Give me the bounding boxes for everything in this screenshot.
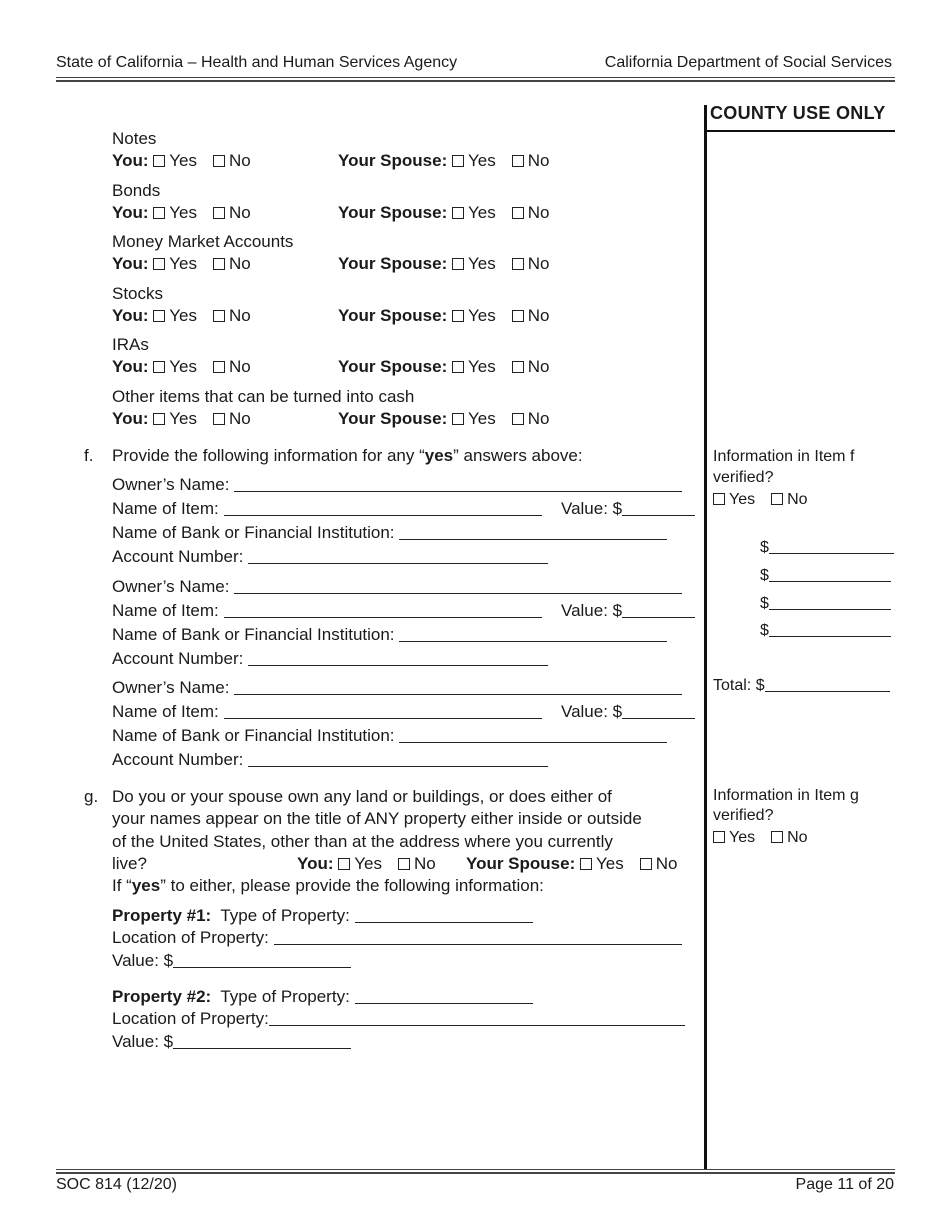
item-row — [112, 701, 542, 723]
county-g-no-checkbox[interactable] — [771, 831, 783, 843]
asset-5 — [112, 386, 414, 408]
asset-4 — [112, 334, 149, 356]
owner-label: Owner’s Name: — [112, 475, 230, 494]
you-no-checkbox[interactable] — [213, 155, 225, 167]
text: $ — [760, 622, 769, 639]
property-type-field[interactable] — [355, 988, 533, 1004]
owner-row — [112, 677, 682, 699]
spouse-yes-checkbox[interactable] — [452, 155, 464, 167]
g-spouse-yes-checkbox[interactable] — [580, 858, 592, 870]
text: Type of Property: — [220, 987, 350, 1006]
yes-label: Yes — [169, 254, 197, 274]
yes-label: Yes — [169, 409, 197, 428]
item-label: Name of Item: — [112, 499, 219, 518]
bank-field[interactable] — [399, 727, 667, 743]
property-location-row — [112, 1008, 685, 1030]
spouse-no-checkbox[interactable] — [512, 310, 524, 322]
property-type-row — [112, 986, 533, 1008]
item-g-question — [112, 831, 613, 853]
county-f-verified — [713, 489, 808, 511]
asset-spouse-row — [338, 253, 549, 275]
county-amount-row — [760, 565, 891, 587]
yes-label: Yes — [467, 409, 496, 428]
asset-you-row — [112, 356, 251, 378]
owner-name-field[interactable] — [234, 578, 682, 594]
spouse-label: Your Spouse: — [466, 854, 576, 873]
text: ” answers above: — [453, 446, 583, 465]
asset-spouse-row — [338, 356, 549, 378]
text: $ — [760, 539, 769, 556]
bank-field[interactable] — [399, 626, 667, 642]
property-value-row — [112, 1031, 351, 1053]
you-no-checkbox[interactable] — [213, 310, 225, 322]
item-f-prompt — [112, 445, 583, 467]
property-value-row — [112, 950, 351, 972]
text: Value: $ — [112, 951, 174, 970]
spouse-yes-checkbox[interactable] — [452, 207, 464, 219]
value-row — [561, 498, 695, 520]
asset-3 — [112, 283, 163, 305]
property-value-field[interactable] — [173, 1033, 351, 1049]
spouse-yes-checkbox[interactable] — [452, 258, 464, 270]
you-no-checkbox[interactable] — [213, 413, 225, 425]
you-yes-checkbox[interactable] — [153, 155, 165, 167]
spouse-label: Your Spouse: — [338, 151, 448, 170]
no-label: No — [527, 202, 550, 222]
asset-2 — [112, 231, 293, 253]
g-you-no-checkbox[interactable] — [398, 858, 410, 870]
yes-label: Yes — [467, 357, 496, 377]
value-label: Value: $ — [561, 600, 623, 620]
asset-label: Money Market Accounts — [112, 232, 294, 252]
account-label: Account Number: — [112, 547, 244, 566]
header-agency: State of California – Health and Human Services Agency — [56, 54, 458, 71]
text: of the United States, other than at the address where you currently — [112, 831, 613, 851]
account-row — [112, 749, 548, 771]
text: No — [787, 829, 808, 846]
yes-label: Yes — [169, 202, 197, 222]
spouse-label: Your Spouse: — [338, 202, 448, 222]
asset-you-row — [112, 253, 251, 275]
owner-name-field[interactable] — [234, 679, 682, 695]
bank-label: Name of Bank or Financial Institution: — [112, 726, 395, 745]
no-label: No — [527, 357, 550, 377]
asset-1 — [112, 180, 160, 202]
text: Yes — [729, 491, 756, 508]
you-label: You: — [112, 409, 149, 428]
no-label: No — [228, 409, 251, 428]
text: Do you or your spouse own any land or buildings, or does either of — [112, 787, 612, 806]
yes-label: Yes — [467, 305, 496, 325]
value-label: Value: $ — [561, 499, 623, 518]
property-title: Property #2: — [112, 987, 212, 1006]
text: If “ — [112, 876, 132, 895]
item-g-you — [297, 853, 436, 875]
county-amount-row — [760, 620, 891, 642]
county-amount-field[interactable] — [769, 621, 891, 637]
item-name-field[interactable] — [224, 703, 542, 719]
header-rule — [56, 80, 895, 82]
county-g-label — [713, 805, 773, 827]
bank-row — [112, 624, 667, 646]
county-amount-field[interactable] — [769, 594, 891, 610]
text: your names appear on the title of ANY property either inside or outside — [112, 809, 642, 829]
property-location-field[interactable] — [269, 1010, 685, 1026]
county-use-only-heading: COUNTY USE ONLY — [710, 103, 886, 123]
item-g-letter — [84, 786, 98, 808]
asset-you-row — [112, 150, 251, 172]
you-label: You: — [112, 357, 149, 377]
spouse-no-checkbox[interactable] — [512, 207, 524, 219]
yes-label: Yes — [467, 254, 496, 274]
asset-label: Stocks — [112, 283, 164, 303]
spouse-yes-checkbox[interactable] — [452, 361, 464, 373]
value-field[interactable] — [622, 500, 695, 516]
text: yes — [131, 876, 161, 895]
text: No — [787, 491, 808, 508]
item-name-field[interactable] — [224, 500, 542, 516]
you-yes-checkbox[interactable] — [153, 361, 165, 373]
asset-you-row — [112, 408, 251, 430]
property-title: Property #1: — [112, 906, 212, 925]
property-location-field[interactable] — [274, 929, 682, 945]
item-row — [112, 600, 542, 622]
text: Yes — [729, 829, 756, 846]
page-number: Page 11 of 20 — [795, 1176, 894, 1193]
item-g-question — [112, 786, 612, 808]
spouse-no-checkbox[interactable] — [512, 258, 524, 270]
county-g-yes-checkbox[interactable] — [713, 831, 725, 843]
spouse-yes-checkbox[interactable] — [452, 413, 464, 425]
spouse-yes-checkbox[interactable] — [452, 310, 464, 322]
county-g-verified — [713, 827, 808, 849]
item-f-letter — [84, 445, 93, 467]
you-label: You: — [112, 305, 149, 325]
yes-label: Yes — [169, 357, 197, 377]
item-g-live — [112, 853, 147, 875]
county-amount-field[interactable] — [769, 566, 891, 582]
you-label: You: — [112, 151, 149, 170]
you-no-checkbox[interactable] — [213, 258, 225, 270]
form-number: SOC 814 (12/20) — [56, 1176, 177, 1193]
footer-rule — [56, 1172, 895, 1174]
spouse-label: Your Spouse: — [338, 357, 448, 377]
county-f-yes-checkbox[interactable] — [713, 493, 725, 505]
yes-label: Yes — [169, 151, 197, 170]
text: verified? — [713, 469, 774, 486]
owner-label: Owner’s Name: — [112, 678, 230, 697]
item-label: Name of Item: — [112, 702, 219, 721]
county-amount-row — [760, 537, 894, 559]
text: Type of Property: — [220, 906, 350, 925]
spouse-no-checkbox[interactable] — [512, 413, 524, 425]
you-label: You: — [112, 202, 149, 222]
item-label: Name of Item: — [112, 600, 219, 620]
value-row — [561, 701, 695, 723]
g-you-yes-checkbox[interactable] — [338, 858, 350, 870]
spouse-label: Your Spouse: — [338, 305, 448, 325]
item-row — [112, 498, 542, 520]
spouse-label: Your Spouse: — [338, 409, 448, 428]
bank-field[interactable] — [399, 524, 667, 540]
you-yes-checkbox[interactable] — [153, 413, 165, 425]
asset-spouse-row — [338, 305, 549, 327]
value-row — [561, 600, 695, 622]
owner-row — [112, 474, 682, 496]
you-no-checkbox[interactable] — [213, 207, 225, 219]
account-field[interactable] — [248, 548, 548, 564]
account-field[interactable] — [248, 650, 548, 666]
no-label: No — [228, 202, 251, 222]
asset-label: Other items that can be turned into cash — [112, 387, 415, 406]
account-row — [112, 648, 548, 670]
no-label: No — [527, 305, 550, 325]
no-label: No — [655, 854, 678, 873]
no-label: No — [527, 409, 550, 428]
you-yes-checkbox[interactable] — [153, 258, 165, 270]
text: Information in Item f — [713, 448, 855, 465]
yes-label: Yes — [169, 305, 197, 325]
item-g-instruction — [112, 875, 544, 897]
county-f-label — [713, 446, 854, 468]
header-department: California Department of Social Services — [604, 54, 892, 71]
no-label: No — [527, 151, 550, 170]
text: $ — [760, 595, 769, 612]
you-no-checkbox[interactable] — [213, 361, 225, 373]
text: Location of Property: — [112, 928, 269, 947]
spouse-no-checkbox[interactable] — [512, 361, 524, 373]
text: Provide the following information for any “ — [112, 446, 425, 465]
owner-name-field[interactable] — [234, 476, 682, 492]
text: yes — [424, 446, 454, 465]
text: live? — [112, 854, 147, 873]
no-label: No — [413, 854, 436, 873]
asset-you-row — [112, 202, 251, 224]
county-column-divider — [704, 105, 707, 1169]
item-letter: g. — [84, 787, 99, 806]
account-label: Account Number: — [112, 648, 244, 668]
property-type-row — [112, 905, 533, 927]
yes-label: Yes — [467, 151, 496, 170]
text: Location of Property: — [112, 1009, 269, 1028]
property-type-field[interactable] — [355, 907, 533, 923]
bank-label: Name of Bank or Financial Institution: — [112, 624, 395, 644]
value-field[interactable] — [622, 703, 695, 719]
text: Information in Item g — [713, 787, 859, 804]
text: ” to either, please provide the following information: — [160, 876, 544, 895]
no-label: No — [527, 254, 550, 274]
bank-row — [112, 522, 667, 544]
county-f-label — [713, 467, 773, 489]
no-label: No — [228, 254, 251, 274]
bank-row — [112, 725, 667, 747]
text: $ — [760, 567, 769, 584]
asset-label: Bonds — [112, 180, 161, 200]
county-g-label — [713, 785, 859, 807]
footer-rule — [56, 1169, 895, 1170]
account-row — [112, 546, 548, 568]
item-name-field[interactable] — [224, 602, 542, 618]
account-field[interactable] — [248, 751, 548, 767]
you-label: You: — [297, 854, 334, 873]
county-heading-rule — [707, 130, 895, 132]
item-g-question — [112, 808, 642, 830]
yes-label: Yes — [467, 202, 496, 222]
property-location-row — [112, 927, 682, 949]
county-total-field[interactable] — [765, 676, 890, 692]
g-spouse-no-checkbox[interactable] — [640, 858, 652, 870]
item-letter: f. — [84, 446, 94, 465]
owner-label: Owner’s Name: — [112, 576, 230, 596]
asset-you-row — [112, 305, 251, 327]
text: Total: $ — [713, 677, 765, 694]
county-total-row — [713, 675, 890, 697]
property-value-field[interactable] — [173, 952, 351, 968]
yes-label: Yes — [354, 854, 382, 873]
county-amount-row — [760, 593, 891, 615]
text: verified? — [713, 807, 774, 824]
asset-label: Notes — [112, 129, 157, 148]
asset-spouse-row — [338, 408, 549, 430]
no-label: No — [228, 305, 251, 325]
you-label: You: — [112, 254, 149, 274]
county-f-no-checkbox[interactable] — [771, 493, 783, 505]
asset-0 — [112, 128, 156, 150]
asset-spouse-row — [338, 202, 549, 224]
asset-label: IRAs — [112, 335, 149, 355]
you-yes-checkbox[interactable] — [153, 310, 165, 322]
spouse-no-checkbox[interactable] — [512, 155, 524, 167]
owner-row — [112, 576, 682, 598]
yes-label: Yes — [595, 854, 624, 873]
item-g-spouse — [466, 853, 677, 875]
no-label: No — [228, 357, 251, 377]
county-amount-field[interactable] — [769, 538, 894, 554]
spouse-label: Your Spouse: — [338, 254, 448, 274]
value-label: Value: $ — [561, 702, 623, 721]
header-rule — [56, 77, 895, 78]
asset-spouse-row — [338, 150, 549, 172]
you-yes-checkbox[interactable] — [153, 207, 165, 219]
account-label: Account Number: — [112, 750, 244, 769]
bank-label: Name of Bank or Financial Institution: — [112, 523, 395, 542]
text: Value: $ — [112, 1032, 174, 1051]
no-label: No — [228, 151, 251, 170]
value-field[interactable] — [622, 602, 695, 618]
